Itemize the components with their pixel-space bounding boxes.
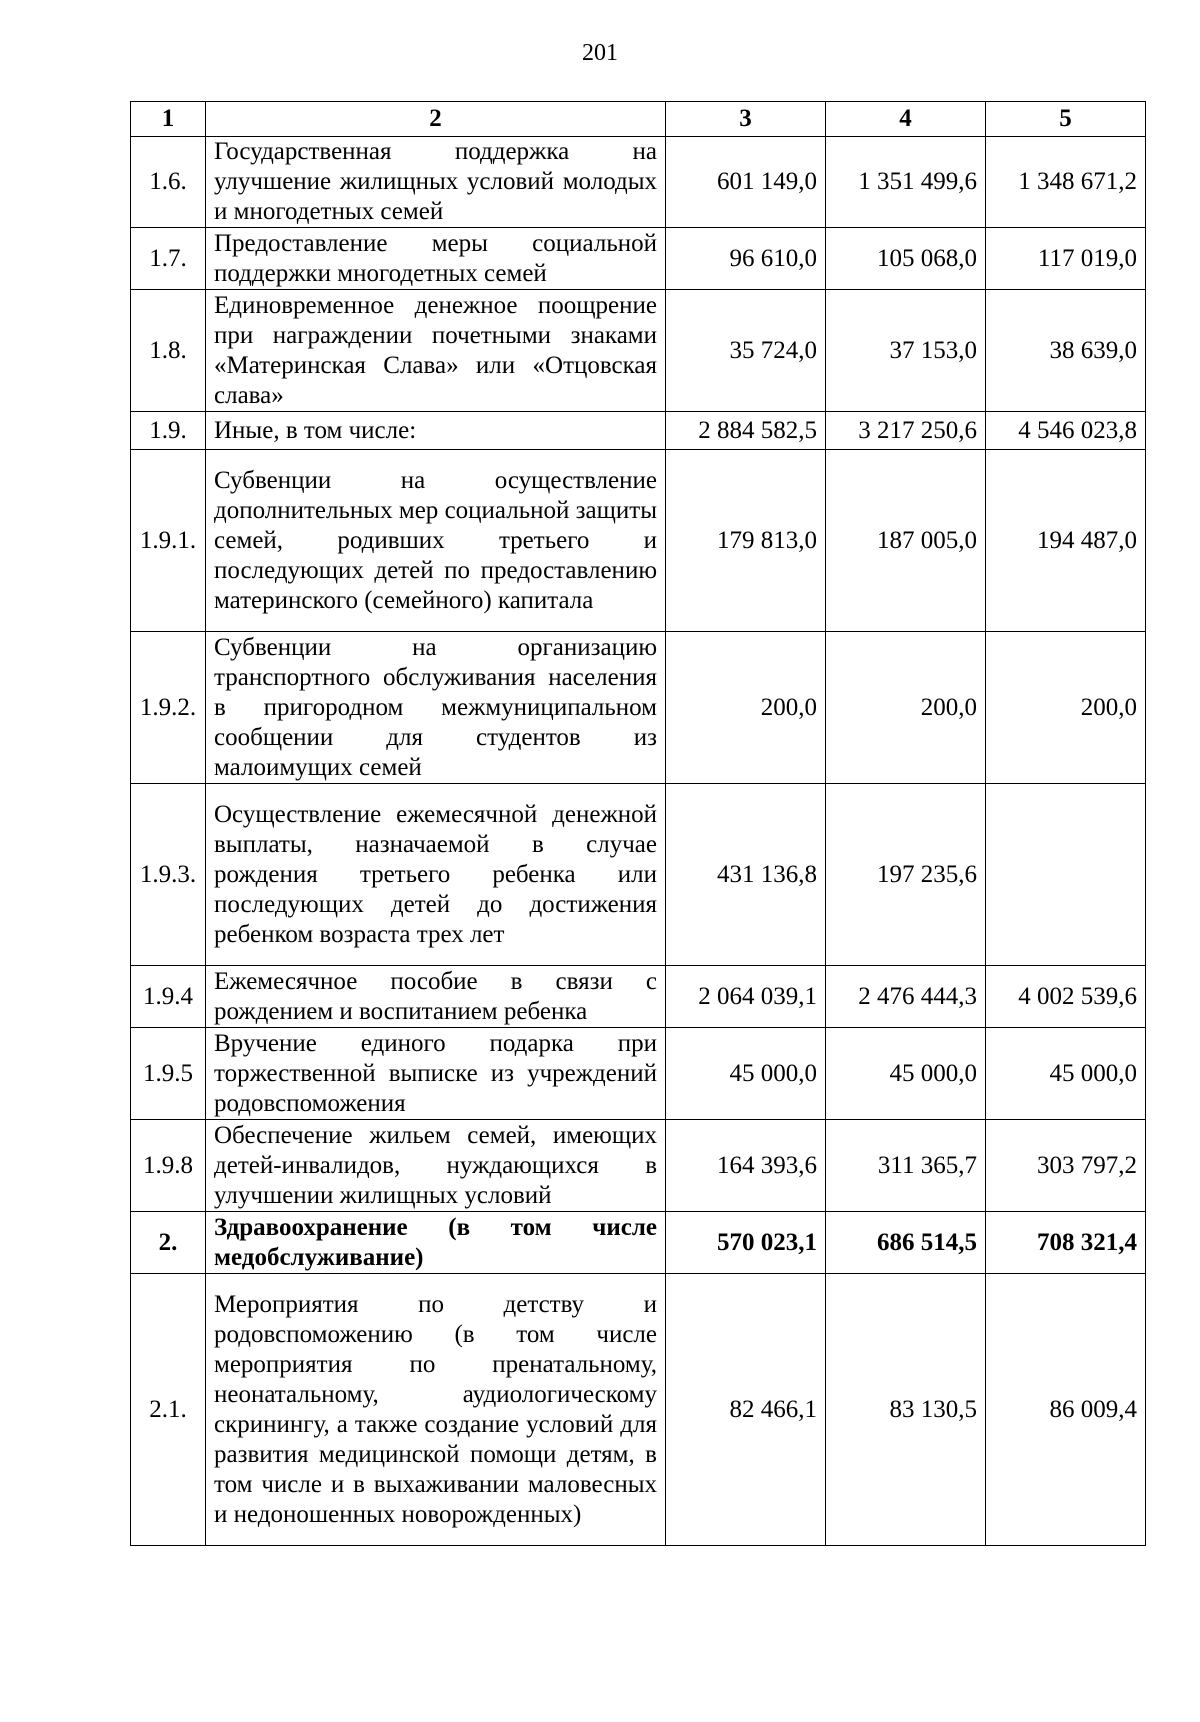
row-number: 1.9.4 (131, 966, 206, 1028)
row-value-col5: 194 487,0 (986, 450, 1146, 632)
row-value-col3: 431 136,8 (666, 784, 826, 966)
row-value-col4: 1 351 499,6 (826, 137, 986, 228)
header-col-3: 3 (666, 102, 826, 137)
table-row (131, 1120, 1146, 1212)
header-col-4: 4 (826, 102, 986, 137)
row-value-col4: 311 365,7 (826, 1120, 986, 1212)
row-value-col4: 105 068,0 (826, 228, 986, 290)
page-number: 201 (582, 40, 618, 66)
budget-table (130, 101, 1146, 1546)
row-value-col5: 4 002 539,6 (986, 966, 1146, 1028)
row-description: Вручение единого подарка при торжественной выписке из учреждений родовспоможения (206, 1028, 666, 1120)
row-description: Единовременное денежное поощрение при награждении почетными знаками «Материнская Слава» или «Отцовская слава» (206, 290, 666, 412)
row-value-col3: 570 023,1 (666, 1212, 826, 1274)
row-description: Обеспечение жильем семей, имеющих детей-инвалидов, нуждающихся в улучшении жилищных условий (206, 1120, 666, 1212)
row-value-col4: 187 005,0 (826, 450, 986, 632)
row-description: Мероприятия по детству и родовспоможению (в том числе мероприятия по пренатальному, неонатальному, аудиологическому скринингу, а также создание условий для развития медицинской помощи детям, в том числе и в выхаживании маловесных и недоношенных новорожденных) (206, 1274, 666, 1546)
row-number: 2.1. (131, 1274, 206, 1546)
table-row (131, 228, 1146, 290)
row-value-col4: 200,0 (826, 632, 986, 784)
row-value-col4: 2 476 444,3 (826, 966, 986, 1028)
table-row (131, 412, 1146, 450)
table-row (131, 450, 1146, 632)
row-number: 1.9.1. (131, 450, 206, 632)
row-value-col3: 200,0 (666, 632, 826, 784)
row-value-col5: 45 000,0 (986, 1028, 1146, 1120)
row-number: 1.9.8 (131, 1120, 206, 1212)
row-value-col3: 35 724,0 (666, 290, 826, 412)
row-number: 1.9.5 (131, 1028, 206, 1120)
table-row (131, 966, 1146, 1028)
row-value-col3: 179 813,0 (666, 450, 826, 632)
row-value-col5: 86 009,4 (986, 1274, 1146, 1546)
row-value-col4: 37 153,0 (826, 290, 986, 412)
row-value-col4: 197 235,6 (826, 784, 986, 966)
row-value-col4: 686 514,5 (826, 1212, 986, 1274)
row-value-col3: 82 466,1 (666, 1274, 826, 1546)
row-value-col3: 96 610,0 (666, 228, 826, 290)
row-value-col4: 45 000,0 (826, 1028, 986, 1120)
row-value-col5: 303 797,2 (986, 1120, 1146, 1212)
header-col-1: 1 (131, 102, 206, 137)
row-number: 1.9.2. (131, 632, 206, 784)
row-number: 2. (131, 1212, 206, 1274)
table-row (131, 137, 1146, 228)
row-value-col5: 1 348 671,2 (986, 137, 1146, 228)
table-row (131, 784, 1146, 966)
row-value-col3: 45 000,0 (666, 1028, 826, 1120)
row-number: 1.9. (131, 412, 206, 450)
header-col-5: 5 (986, 102, 1146, 137)
row-value-col4: 3 217 250,6 (826, 412, 986, 450)
table-row-section (131, 1212, 1146, 1274)
row-value-col5 (986, 784, 1146, 966)
row-value-col5: 117 019,0 (986, 228, 1146, 290)
table-row (131, 632, 1146, 784)
table-row (131, 1274, 1146, 1546)
row-value-col3: 2 884 582,5 (666, 412, 826, 450)
row-value-col5: 4 546 023,8 (986, 412, 1146, 450)
row-description: Иные, в том числе: (206, 412, 666, 450)
row-number: 1.6. (131, 137, 206, 228)
row-description: Ежемесячное пособие в связи с рождением и воспитанием ребенка (206, 966, 666, 1028)
header-col-2: 2 (206, 102, 666, 137)
row-number: 1.8. (131, 290, 206, 412)
row-value-col5: 200,0 (986, 632, 1146, 784)
row-description: Здравоохранение (в том числе медобслуживание) (206, 1212, 666, 1274)
table-header-row (131, 102, 1146, 137)
table-row (131, 290, 1146, 412)
row-description: Государственная поддержка на улучшение жилищных условий молодых и многодетных семей (206, 137, 666, 228)
row-value-col4: 83 130,5 (826, 1274, 986, 1546)
row-value-col5: 708 321,4 (986, 1212, 1146, 1274)
row-number: 1.7. (131, 228, 206, 290)
row-value-col3: 601 149,0 (666, 137, 826, 228)
row-description: Субвенции на осуществление дополнительных мер социальной защиты семей, родивших третьего и последующих детей по предоставлению материнского (семейного) капитала (206, 450, 666, 632)
row-description: Осуществление ежемесячной денежной выплаты, назначаемой в случае рождения третьего ребенка или последующих детей до достижения ребенком возраста трех лет (206, 784, 666, 966)
row-value-col3: 2 064 039,1 (666, 966, 826, 1028)
row-description: Субвенции на организацию транспортного обслуживания населения в пригородном межмуниципальном сообщении для студентов из малоимущих семей (206, 632, 666, 784)
row-description: Предоставление меры социальной поддержки многодетных семей (206, 228, 666, 290)
row-value-col5: 38 639,0 (986, 290, 1146, 412)
table-row (131, 1028, 1146, 1120)
row-value-col3: 164 393,6 (666, 1120, 826, 1212)
row-number: 1.9.3. (131, 784, 206, 966)
